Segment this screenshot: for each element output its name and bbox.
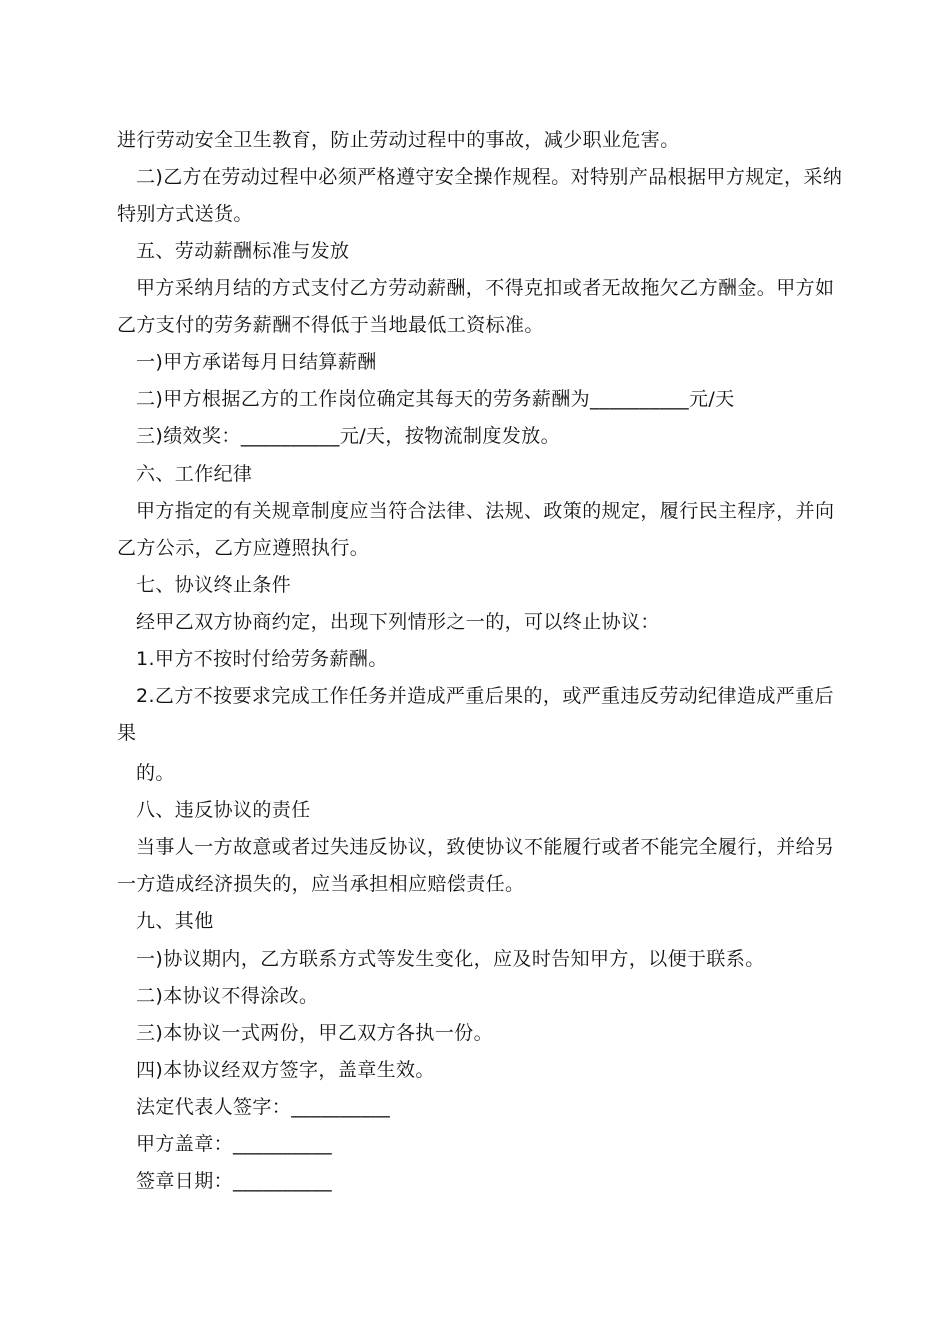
- paragraph-line: 甲方指定的有关规章制度应当符合法律、法规、政策的规定，履行民主程序，并向: [136, 500, 835, 522]
- section-heading: 八、违反协议的责任: [136, 799, 311, 821]
- section-heading: 七、协议终止条件: [136, 574, 292, 596]
- clause-line: 四)本协议经双方签字，盖章生效。: [136, 1059, 435, 1081]
- clause-line: 一)甲方承诺每月日结算薪酬: [136, 351, 377, 373]
- section-heading: 六、工作纪律: [136, 463, 253, 485]
- paragraph-line: 乙方公示，乙方应遵照执行。: [117, 537, 370, 559]
- clause-line: 二)本协议不得涂改。: [136, 985, 319, 1007]
- clause-line: 三)绩效奖：__________元/天，按物流制度发放。: [136, 425, 561, 447]
- clause-line: 二)甲方根据乙方的工作岗位确定其每天的劳务薪酬为__________元/天: [136, 388, 735, 410]
- paragraph-line: 当事人一方故意或者过失违反协议，致使协议不能履行或者不能完全履行，并给另: [136, 836, 835, 858]
- section-heading: 九、其他: [136, 910, 214, 932]
- paragraph-line: 经甲乙双方协商约定，出现下列情形之一的，可以终止协议：: [136, 611, 660, 633]
- paragraph-line: 的。: [136, 762, 175, 784]
- paragraph-line: 乙方支付的劳务薪酬不得低于当地最低工资标准。: [117, 314, 544, 336]
- paragraph-line: 进行劳动安全卫生教育，防止劳动过程中的事故，减少职业危害。: [117, 129, 680, 151]
- paragraph-line: 特别方式送货。: [117, 203, 253, 225]
- clause-line: 一)协议期内，乙方联系方式等发生变化，应及时告知甲方，以便于联系。: [136, 948, 765, 970]
- signature-field-seal: 甲方盖章：__________: [136, 1133, 333, 1155]
- clause-line: 二)乙方在劳动过程中必须严格遵守安全操作规程。对特别产品根据甲方规定，采纳: [136, 166, 843, 188]
- list-item: 1.甲方不按时付给劳务薪酬。: [136, 648, 388, 670]
- clause-line: 三)本协议一式两份，甲乙双方各执一份。: [136, 1022, 494, 1044]
- section-heading: 五、劳动薪酬标准与发放: [136, 240, 350, 262]
- list-item: 2.乙方不按要求完成工作任务并造成严重后果的，或严重违反劳动纪律造成严重后: [136, 685, 834, 707]
- paragraph-line: 一方造成经济损失的，应当承担相应赔偿责任。: [117, 873, 525, 895]
- paragraph-line: 甲方采纳月结的方式支付乙方劳动薪酬，不得克扣或者无故拖欠乙方酬金。甲方如: [136, 277, 835, 299]
- signature-field-date: 签章日期：__________: [136, 1170, 333, 1192]
- paragraph-line: 果: [117, 722, 137, 744]
- signature-field-representative: 法定代表人签字：__________: [136, 1096, 391, 1118]
